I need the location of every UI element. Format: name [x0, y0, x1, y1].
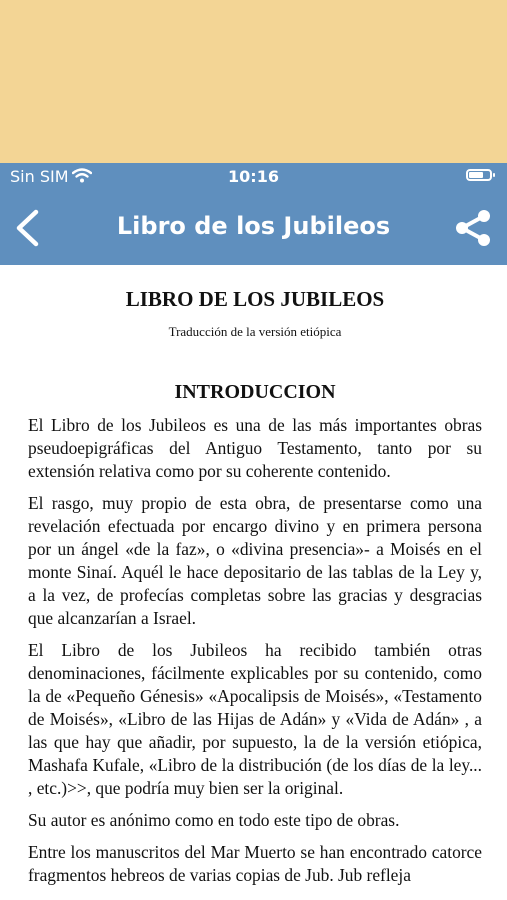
- top-background-band: [0, 0, 507, 163]
- paragraph: El Libro de los Jubileos es una de las más importantes obras pseudoepigráficas del Antiguo Testamento, tanto por su extensión relativa como por su coherente contenido.: [28, 415, 482, 481]
- carrier-label: Sin SIM: [10, 167, 69, 186]
- battery-icon: [466, 169, 492, 181]
- paragraph: Entre los manuscritos del Mar Muerto se han encontrado catorce fragmentos hebreos de varias copias de Jub. Jub refleja: [28, 842, 482, 885]
- share-button[interactable]: [453, 208, 493, 248]
- navigation-bar: [0, 190, 507, 265]
- page-title: Libro de los Jubileos: [116, 212, 391, 240]
- paragraph: El Libro de los Jubileos ha recibido también otras denominaciones, fácilmente explicables por su contenido, como la de «Pequeño Génesis» «Apocalipsis de Moisés», «Testamento de Moisés», «Libro de las Hijas de Adán» y «Vida de Adán» , a las que hay que añadir, por supuesto, la de la versión etiópica, Mashafa Kufale, «Libro de la distribución (de los días de la ley... , etc.)>>, que podría muy bien ser la original.: [28, 640, 482, 798]
- document-content[interactable]: [28, 265, 482, 900]
- document-title: LIBRO DE LOS JUBILEOS: [125, 287, 385, 311]
- document-subtitle: Traducción de la versión etiópica: [168, 324, 342, 339]
- section-heading: INTRODUCCION: [174, 381, 336, 403]
- paragraph: Su autor es anónimo como en todo este tipo de obras.: [28, 810, 400, 830]
- status-time: 10:16: [228, 167, 279, 186]
- status-bar: [0, 163, 507, 190]
- share-icon: [453, 208, 493, 248]
- paragraph: El rasgo, muy propio de esta obra, de presentarse como una revelación efectuada por encargo divino y en primera persona por un ángel «de la faz», o «divina presencia»- a Moisés en el monte Sinaí. Aquél le hace depositario de las tablas de la Ley y, a la vez, de profecías completas sobre las gracias y desgracias que alcanzarían a Israel.: [28, 493, 482, 628]
